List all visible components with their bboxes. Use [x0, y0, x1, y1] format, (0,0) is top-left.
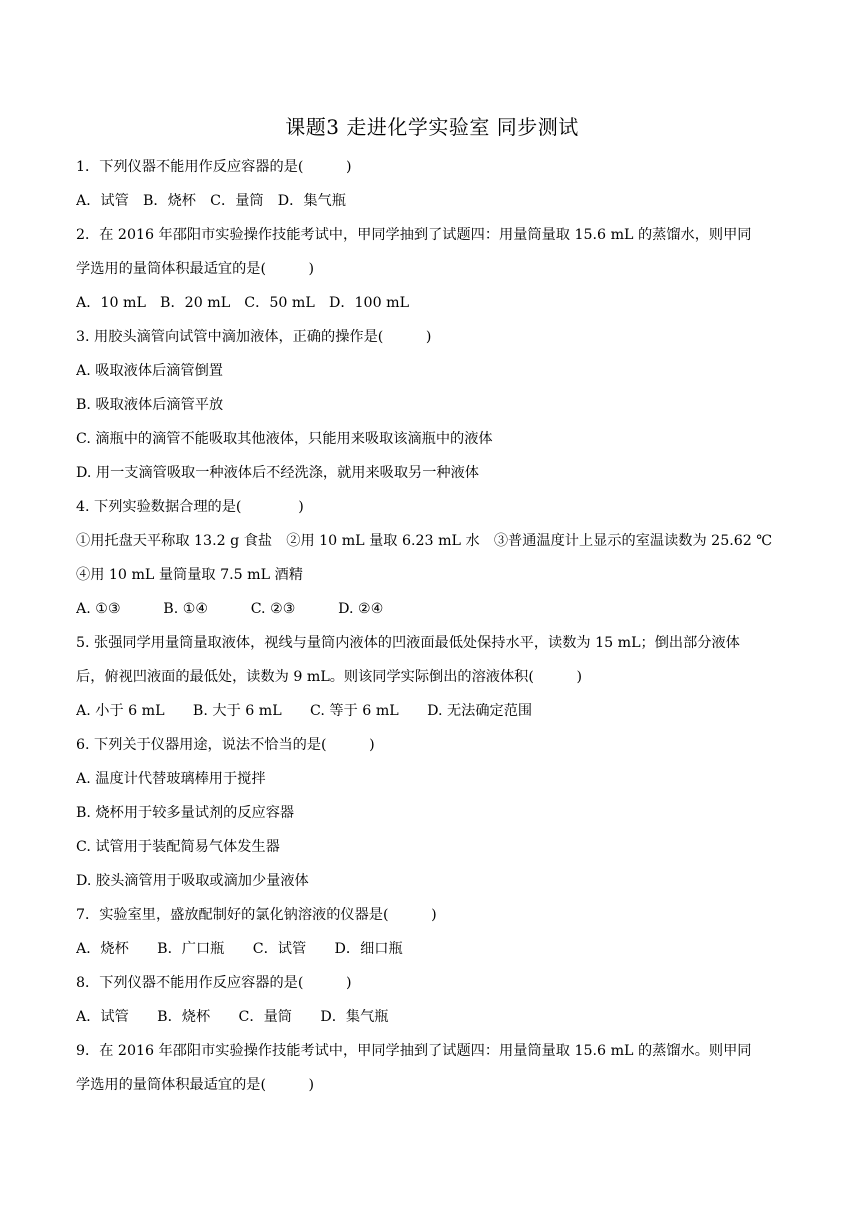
question-5-stem-cont: 后，俯视凹液面的最低处，读数为 9 mL。则该同学实际倒出的溶液体积( )	[76, 669, 582, 685]
document-page	[76, 112, 788, 1102]
question-8-options: A．试管 B．烧杯 C．量筒 D．集气瓶	[76, 1009, 389, 1025]
question-9-stem: 9．在 2016 年邵阳市实验操作技能考试中，甲同学抽到了试题四：用量筒量取 15.6 mL 的蒸馏水。则甲同	[76, 1043, 752, 1059]
question-1-stem: 1．下列仪器不能用作反应容器的是( )	[76, 159, 352, 175]
document-title: 课题3 走进化学实验室 同步测试	[285, 115, 579, 139]
question-5-options: A. 小于 6 mL B. 大于 6 mL C. 等于 6 mL D. 无法确定范围	[76, 703, 533, 719]
question-2-options: A．10 mL B．20 mL C．50 mL D．100 mL	[76, 295, 409, 311]
question-8-stem: 8．下列仪器不能用作反应容器的是( )	[76, 975, 352, 991]
question-2-stem-cont: 学选用的量筒体积最适宜的是( )	[76, 261, 315, 277]
question-6-stem: 6. 下列关于仪器用途，说法不恰当的是( )	[76, 737, 375, 753]
question-7-stem: 7．实验室里，盛放配制好的氯化钠溶液的仪器是( )	[76, 907, 437, 923]
question-9-stem-cont: 学选用的量筒体积最适宜的是( )	[76, 1077, 315, 1093]
question-3-option-c: C. 滴瓶中的滴管不能吸取其他液体，只能用来吸取该滴瓶中的液体	[76, 431, 493, 447]
question-6-option-c: C. 试管用于装配简易气体发生器	[76, 839, 280, 855]
question-3-option-b: B. 吸取液体后滴管平放	[76, 397, 224, 413]
question-6-option-d: D. 胶头滴管用于吸取或滴加少量液体	[76, 873, 309, 889]
question-6-option-a: A. 温度计代替玻璃棒用于搅拌	[76, 771, 266, 787]
question-3-option-a: A. 吸取液体后滴管倒置	[76, 363, 223, 379]
question-4-statements: ①用托盘天平称取 13.2 g 食盐 ②用 10 mL 量取 6.23 mL 水 ③普通温度计上显示的室温读数为 25.62 ℃	[76, 533, 773, 549]
question-4-statements-cont: ④用 10 mL 量筒量取 7.5 mL 酒精	[76, 567, 303, 583]
question-4-options: A. ①③ B. ①④ C. ②③ D. ②④	[76, 601, 384, 617]
question-6-option-b: B. 烧杯用于较多量试剂的反应容器	[76, 805, 295, 821]
question-1-options: A．试管 B．烧杯 C．量筒 D．集气瓶	[76, 193, 346, 209]
question-5-stem: 5. 张强同学用量筒量取液体，视线与量筒内液体的凹液面最低处保持水平，读数为 15 mL；倒出部分液体	[76, 635, 740, 651]
question-4-stem: 4. 下列实验数据合理的是( )	[76, 499, 304, 515]
question-7-options: A．烧杯 B．广口瓶 C．试管 D．细口瓶	[76, 941, 403, 957]
question-3-stem: 3. 用胶头滴管向试管中滴加液体，正确的操作是( )	[76, 329, 432, 345]
question-3-option-d: D. 用一支滴管吸取一种液体后不经洗涤，就用来吸取另一种液体	[76, 465, 479, 481]
question-2-stem: 2．在 2016 年邵阳市实验操作技能考试中，甲同学抽到了试题四：用量筒量取 15.6 mL 的蒸馏水，则甲同	[76, 227, 752, 243]
